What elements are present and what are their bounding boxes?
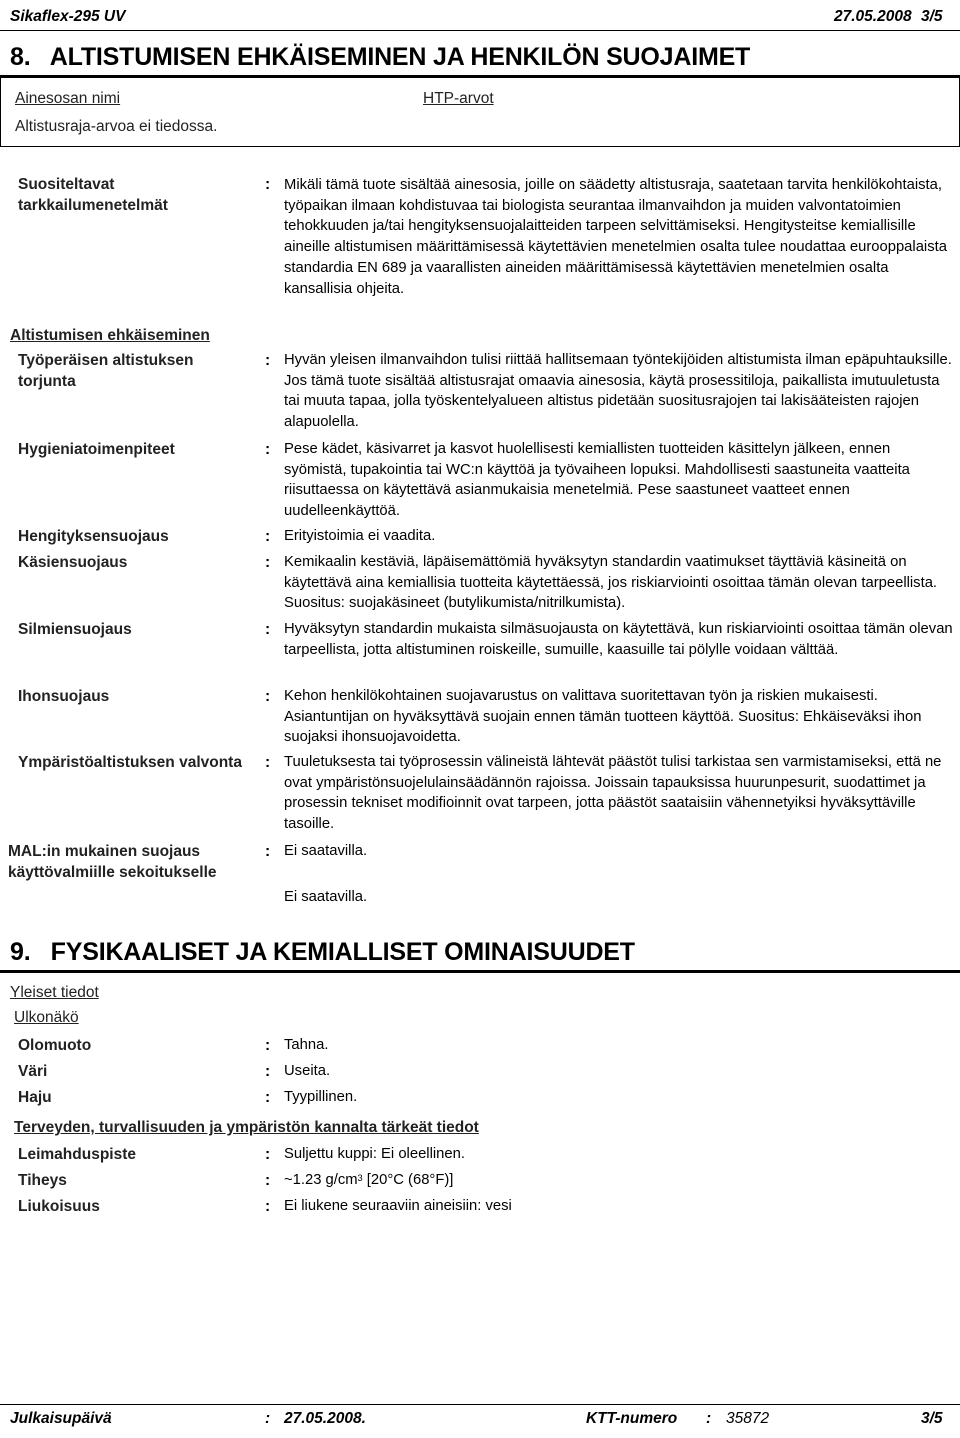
colon: : <box>265 621 271 638</box>
label-respiratory: Hengityksensuojaus <box>18 528 169 545</box>
product-name: Sikaflex-295 UV <box>10 8 126 25</box>
colon: : <box>265 754 271 771</box>
label-monitoring-methods: Suositeltavat tarkkailumenetelmät <box>18 176 168 214</box>
footer-page: 3/5 <box>921 1410 943 1427</box>
header-rule <box>0 30 960 31</box>
exposure-limits-table <box>0 78 960 147</box>
colon: : <box>265 1410 271 1427</box>
value-solubility: Ei liukene seuraaviin aineisiin: vesi <box>284 1198 512 1214</box>
label-hygiene: Hygieniatoimenpiteet <box>18 441 175 458</box>
label-hand-protection: Käsiensuojaus <box>18 554 128 571</box>
label-mal-protection: MAL:in mukainen suojaus käyttövalmiille sekoitukselle <box>8 843 217 881</box>
value-environmental-exposure: Tuuletuksesta tai työprosessin välineistä lähtevät päästöt tulisi tarkistaa sen varmistamiseksi, että ne ovat ympäristönsuojelulainsäädännön rajoissa. Joissain tapauksissa huurunpesurit, suodattimet ja prosessin tekniset modifioinnit ovat tarpeen, jotta päästöt saataisiin vähennetyiksi hyväksyttäville tasoille. <box>284 754 942 833</box>
colon: : <box>265 1198 271 1215</box>
label-flash-point: Leimahduspiste <box>18 1146 136 1163</box>
label-odor: Haju <box>18 1089 52 1106</box>
label-skin-protection: Ihonsuojaus <box>18 688 110 705</box>
density-value: ~1.23 g/cm <box>284 1172 358 1188</box>
value-flash-point: Suljettu kuppi: Ei oleellinen. <box>284 1146 465 1162</box>
colon: : <box>265 1089 271 1106</box>
value-odor: Tyypillinen. <box>284 1089 358 1105</box>
header-page: 3/5 <box>921 8 943 25</box>
value-hygiene: Pese kädet, käsivarret ja kasvot huolellisesti kemiallisten tuotteiden käsittelyn jälkeen, ennen syömistä, tupakointia tai WC:n käyttöä ja työvaiheen lopuksi. Mahdollisesti saastuneita vaatteita riisuttaessa on käytettävä asianmukaisia menetelmiä. Pese saastuneet vaatteet ennen uudelleenkäyttöä. <box>284 441 910 520</box>
label-physical-state: Olomuoto <box>18 1037 92 1054</box>
value-mal-protection-extra: Ei saatavilla. <box>284 889 368 905</box>
label-density: Tiheys <box>18 1172 67 1189</box>
value-eye-protection: Hyväksytyn standardin mukaista silmäsuojausta on käytettävä, kun riskiarviointi osoittaa tämän olevan tarpeellista, jotta altistuminen roiskeille, sumuille, kaasuille tai pölylle voidaan välttää. <box>284 621 953 658</box>
colon: : <box>265 554 271 571</box>
colon: : <box>265 1037 271 1054</box>
value-hand-protection: Kemikaalin kestäviä, läpäisemättömiä hyväksytyn standardin vaatimukset täyttäviä käsineitä on käytettävä aina kemiallisia tuotteita käytettäessä, jos riskiarviointi osoittaa tämän olevan tarpeellista. Suositus: suojakäsineet (butylikumista/nitrilkumista). <box>284 554 938 612</box>
colon: : <box>706 1410 712 1427</box>
density-conditions: [20°C (68°F)] <box>362 1172 454 1188</box>
value-monitoring-methods: Mikäli tämä tuote sisältää ainesosia, joille on säädetty altistusraja, saatetaan tarvita henkilökohtaista, työpaikan ilmaan kohdistuvaa tai biologista seurantaa ilmanvaihdon ja muiden valvontatoimien tehokkuuden ja/tai hengityksensuojalaitteiden tarpeen selvittämiseksi. Hengitysteitse kemiallisille aineille altistumisen määrittämisessä käytettävien menetelmien osalta tulee noudattaa eurooppalaista standardia EN 689 ja vaarallisten aineiden määrittämisessä käytettävien menetelmien osalta kansallisia ohjeita. <box>284 177 947 297</box>
value-density <box>284 1170 453 1191</box>
value-physical-state: Tahna. <box>284 1037 329 1053</box>
table-header-ingredient: Ainesosan nimi <box>15 90 121 107</box>
appearance-heading: Ulkonäkö <box>14 1009 79 1026</box>
colon: : <box>265 352 271 369</box>
section9-bar <box>0 970 960 973</box>
label-environmental-exposure: Ympäristöaltistuksen valvonta <box>18 754 242 771</box>
safety-info-heading: Terveyden, turvallisuuden ja ympäristön kannalta tärkeät tiedot <box>14 1119 479 1136</box>
label-color: Väri <box>18 1063 48 1080</box>
colon: : <box>265 1172 271 1189</box>
value-occupational-exposure: Hyvän yleisen ilmanvaihdon tulisi riittää hallitsemaan työntekijöiden altistumista ilman epäpuhtauksille. Jos tämä tuote sisältää altistusrajat omaavia ainesosia, käytä prosessitiloja, paikallista imutuuletusta tai muuta tapaa, jolla työskentelyalueen altistus pidetään suositusrajojen tai lakisääteisten rajojen alapuolella. <box>284 352 952 431</box>
subheading-exposure-prevention: Altistumisen ehkäiseminen <box>10 327 210 344</box>
section9-title: 9. FYSIKAALISET JA KEMIALLISET OMINAISUUDET <box>10 938 635 966</box>
colon: : <box>265 843 271 860</box>
table-header-htp: HTP-arvot <box>423 90 494 107</box>
footer-ktt-value: 35872 <box>726 1410 770 1427</box>
colon: : <box>265 688 271 705</box>
section8-title: 8. ALTISTUMISEN EHKÄISEMINEN JA HENKILÖN SUOJAIMET <box>10 43 751 71</box>
label-eye-protection: Silmiensuojaus <box>18 621 132 638</box>
value-color: Useita. <box>284 1063 331 1079</box>
colon: : <box>265 441 271 458</box>
general-info-heading: Yleiset tiedot <box>10 984 99 1001</box>
value-skin-protection: Kehon henkilökohtainen suojavarustus on valittava suoritettavan työn ja riskien mukaisesti. Asiantuntijan on hyväksyttävä suojain ennen tämän tuotteen käyttöä. Suositus: Ehkäiseväksi ihon suojaksi ihonsuojavoidetta. <box>284 688 922 746</box>
label-occupational-exposure: Työperäisen altistuksen torjunta <box>18 352 194 390</box>
colon: : <box>265 1063 271 1080</box>
colon: : <box>265 1146 271 1163</box>
value-mal-protection: Ei saatavilla. <box>284 843 368 859</box>
colon: : <box>265 528 271 545</box>
header-date: 27.05.2008 <box>834 8 912 25</box>
value-respiratory: Erityistoimia ei vaadita. <box>284 528 436 544</box>
table-note: Altistusraja-arvoa ei tiedossa. <box>15 118 218 135</box>
label-solubility: Liukoisuus <box>18 1198 100 1215</box>
density-unit-exponent: 3 <box>357 1173 363 1183</box>
colon: : <box>265 176 271 193</box>
footer-ktt-label: KTT-numero <box>586 1410 678 1427</box>
footer-rule <box>0 1404 960 1405</box>
footer-pub-label: Julkaisupäivä <box>10 1410 112 1427</box>
footer-pub-date: 27.05.2008. <box>284 1410 366 1427</box>
